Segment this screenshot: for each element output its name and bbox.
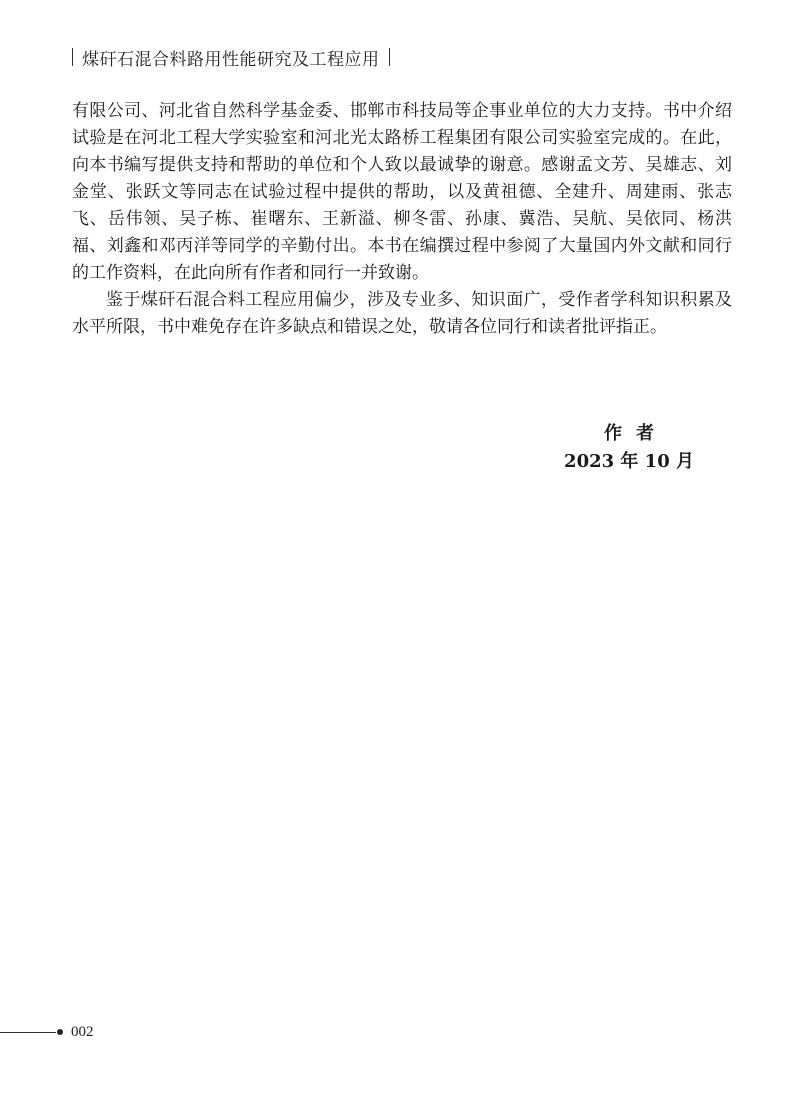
signature-block [564, 420, 694, 476]
folio-rule [0, 1032, 56, 1033]
body-text [72, 98, 732, 341]
page-folio [0, 1020, 94, 1044]
paragraph-acknowledgements: 有限公司、河北省自然科学基金委、邯郸市科技局等企事业单位的大力支持。书中介绍试验是在河北工程大学实验室和河北光太路桥工程集团有限公司实验室完成的。在此，向本书编写提供支持和帮助的单位和个人致以最诚挚的谢意。感谢孟文芳、吴雄志、刘金堂、张跃文等同志在试验过程中提供的帮助，以及黄祖德、全建升、周建雨、张志飞、岳伟领、吴子栋、崔曙东、王新溢、柳冬雷、孙康、冀浩、吴航、吴依同、杨洪福、刘鑫和邓丙洋等同学的辛勤付出。本书在编撰过程中参阅了大量国内外文献和同行的工作资料，在此向所有作者和同行一并致谢。 [72, 101, 732, 283]
book-title: 煤矸石混合料路用性能研究及工程应用 [82, 49, 380, 70]
paragraph-disclaimer: 鉴于煤矸石混合料工程应用偏少，涉及专业多、知识面广，受作者学科知识积累及水平所限，书中难免存在许多缺点和错误之处，敬请各位同行和读者批评指正。 [72, 290, 732, 337]
header-right-rule [389, 48, 390, 66]
running-header [72, 44, 390, 70]
folio-dot [57, 1029, 63, 1035]
signature-author: 作者 [604, 423, 668, 444]
signature-date: 2023 年 10 月 [564, 451, 694, 472]
page-number: 002 [71, 1023, 94, 1040]
header-left-rule [72, 48, 73, 66]
